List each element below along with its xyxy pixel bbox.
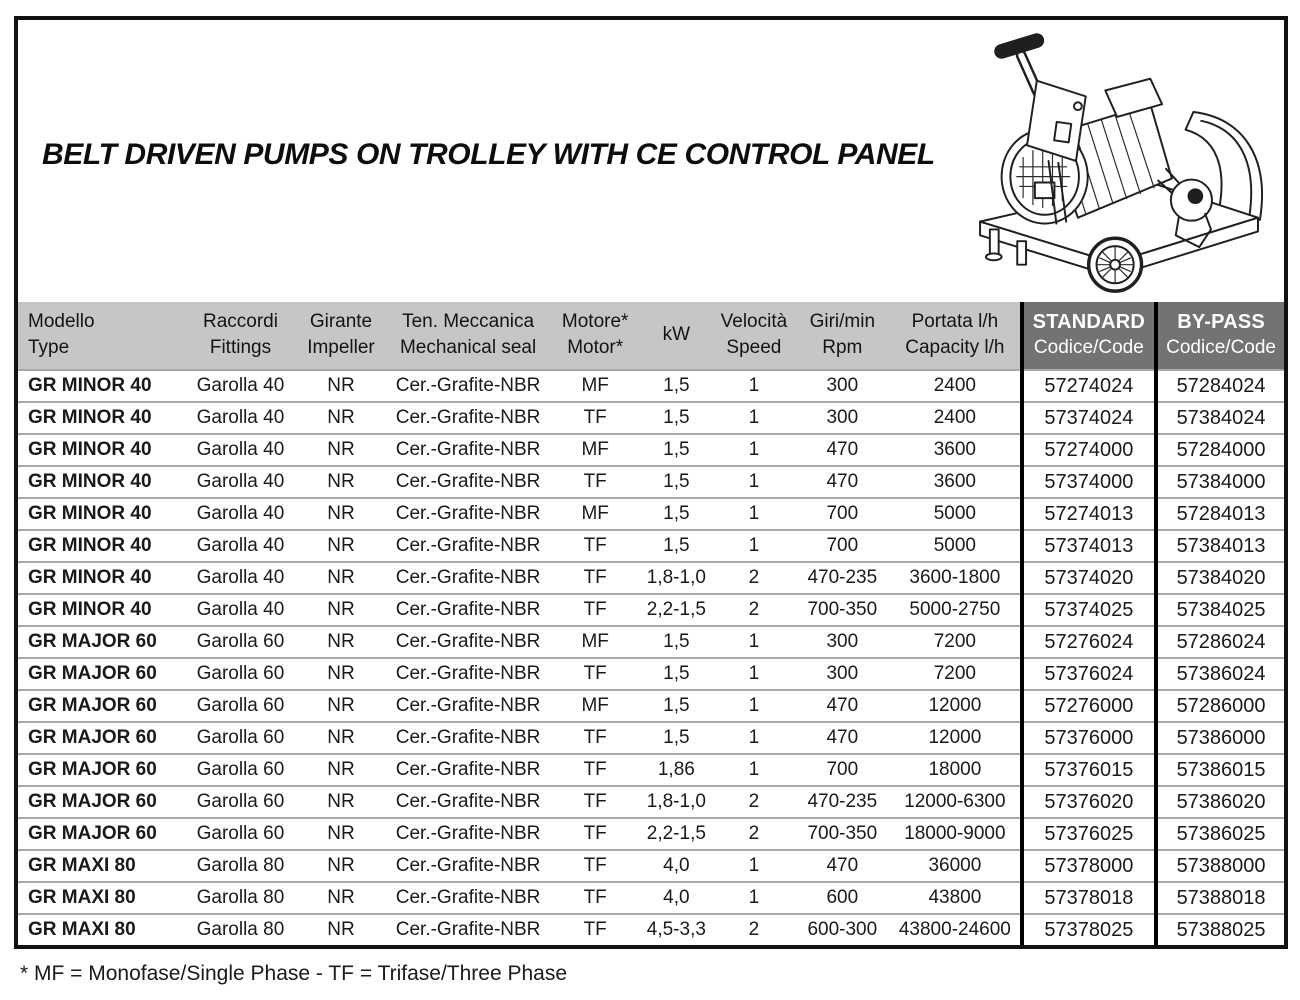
cell-speed: 1 — [713, 690, 794, 722]
cell-model: GR MAJOR 60 — [18, 722, 184, 754]
table-row — [18, 594, 1284, 626]
cell-bypass: 57388018 — [1156, 882, 1284, 914]
table-header — [18, 302, 1284, 370]
cell-impeller: NR — [297, 786, 385, 818]
cell-capacity: 43800-24600 — [890, 914, 1021, 945]
column-header-speed: Velocità Speed — [713, 302, 794, 370]
cell-fittings: Garolla 40 — [184, 466, 297, 498]
cell-standard: 57378025 — [1022, 914, 1157, 945]
cell-capacity: 3600 — [890, 466, 1021, 498]
cell-seal: Cer.-Grafite-NBR — [385, 594, 551, 626]
cell-standard: 57374013 — [1022, 530, 1157, 562]
cell-capacity: 5000-2750 — [890, 594, 1021, 626]
cell-rpm: 300 — [794, 402, 890, 434]
cell-rpm: 470 — [794, 434, 890, 466]
cell-speed: 2 — [713, 914, 794, 945]
cell-speed: 1 — [713, 882, 794, 914]
cell-impeller: NR — [297, 722, 385, 754]
cell-capacity: 18000 — [890, 754, 1021, 786]
table-row — [18, 786, 1284, 818]
cell-rpm: 470-235 — [794, 562, 890, 594]
cell-fittings: Garolla 40 — [184, 594, 297, 626]
table-row — [18, 690, 1284, 722]
cell-speed: 1 — [713, 402, 794, 434]
cell-speed: 2 — [713, 562, 794, 594]
cell-impeller: NR — [297, 690, 385, 722]
table-row — [18, 658, 1284, 690]
cell-model: GR MINOR 40 — [18, 466, 184, 498]
header-row — [18, 302, 1284, 370]
table-row — [18, 434, 1284, 466]
cell-capacity: 18000-9000 — [890, 818, 1021, 850]
cell-bypass: 57388000 — [1156, 850, 1284, 882]
cell-fittings: Garolla 40 — [184, 370, 297, 402]
cell-seal: Cer.-Grafite-NBR — [385, 882, 551, 914]
cell-kw: 1,5 — [639, 466, 713, 498]
cell-kw: 1,5 — [639, 722, 713, 754]
cell-standard: 57376015 — [1022, 754, 1157, 786]
cell-impeller: NR — [297, 562, 385, 594]
cell-standard: 57376024 — [1022, 658, 1157, 690]
cell-kw: 1,86 — [639, 754, 713, 786]
cell-motor: TF — [551, 850, 639, 882]
cell-bypass: 57384024 — [1156, 402, 1284, 434]
cell-bypass: 57286024 — [1156, 626, 1284, 658]
cell-rpm: 300 — [794, 658, 890, 690]
cell-fittings: Garolla 60 — [184, 626, 297, 658]
table-row — [18, 370, 1284, 402]
table-row — [18, 882, 1284, 914]
cell-standard: 57274013 — [1022, 498, 1157, 530]
column-header-capacity: Portata l/h Capacity l/h — [890, 302, 1021, 370]
cell-impeller: NR — [297, 818, 385, 850]
cell-fittings: Garolla 80 — [184, 882, 297, 914]
table-row — [18, 402, 1284, 434]
cell-rpm: 470 — [794, 850, 890, 882]
cell-capacity: 3600-1800 — [890, 562, 1021, 594]
cell-seal: Cer.-Grafite-NBR — [385, 754, 551, 786]
cell-motor: TF — [551, 402, 639, 434]
table-row — [18, 530, 1284, 562]
cell-rpm: 700-350 — [794, 818, 890, 850]
cell-kw: 1,5 — [639, 402, 713, 434]
cell-bypass: 57284013 — [1156, 498, 1284, 530]
cell-kw: 1,5 — [639, 626, 713, 658]
table-row — [18, 722, 1284, 754]
column-header-rpm: Giri/min Rpm — [794, 302, 890, 370]
cell-rpm: 600 — [794, 882, 890, 914]
cell-standard: 57374020 — [1022, 562, 1157, 594]
cell-kw: 4,0 — [639, 882, 713, 914]
cell-speed: 2 — [713, 786, 794, 818]
cell-model: GR MINOR 40 — [18, 370, 184, 402]
column-header-bypass: BY-PASS Codice/Code — [1156, 302, 1284, 370]
footnote: * MF = Monofase/Single Phase - TF = Trifase/Three Phase — [20, 962, 568, 985]
cell-fittings: Garolla 40 — [184, 402, 297, 434]
table-row — [18, 850, 1284, 882]
cell-speed: 1 — [713, 658, 794, 690]
column-header-model: Modello Type — [18, 302, 184, 370]
cell-rpm: 470 — [794, 722, 890, 754]
cell-fittings: Garolla 40 — [184, 434, 297, 466]
cell-kw: 1,5 — [639, 530, 713, 562]
cell-standard: 57374000 — [1022, 466, 1157, 498]
cell-model: GR MAJOR 60 — [18, 626, 184, 658]
sheet-header — [18, 20, 1284, 302]
cell-bypass: 57384025 — [1156, 594, 1284, 626]
cell-rpm: 470 — [794, 690, 890, 722]
cell-model: GR MAJOR 60 — [18, 754, 184, 786]
cell-impeller: NR — [297, 370, 385, 402]
cell-bypass: 57386000 — [1156, 722, 1284, 754]
cell-impeller: NR — [297, 850, 385, 882]
cell-rpm: 600-300 — [794, 914, 890, 945]
cell-impeller: NR — [297, 434, 385, 466]
cell-capacity: 43800 — [890, 882, 1021, 914]
cell-seal: Cer.-Grafite-NBR — [385, 658, 551, 690]
cell-seal: Cer.-Grafite-NBR — [385, 722, 551, 754]
cell-capacity: 36000 — [890, 850, 1021, 882]
cell-rpm: 300 — [794, 626, 890, 658]
cell-model: GR MAJOR 60 — [18, 658, 184, 690]
cell-motor: TF — [551, 754, 639, 786]
cell-bypass: 57384020 — [1156, 562, 1284, 594]
cell-capacity: 12000-6300 — [890, 786, 1021, 818]
cell-fittings: Garolla 60 — [184, 690, 297, 722]
cell-capacity: 7200 — [890, 626, 1021, 658]
cell-impeller: NR — [297, 914, 385, 945]
cell-model: GR MINOR 40 — [18, 594, 184, 626]
cell-impeller: NR — [297, 498, 385, 530]
cell-bypass: 57386015 — [1156, 754, 1284, 786]
cell-rpm: 300 — [794, 370, 890, 402]
cell-impeller: NR — [297, 466, 385, 498]
cell-capacity: 12000 — [890, 722, 1021, 754]
cell-kw: 1,5 — [639, 498, 713, 530]
cell-model: GR MAXI 80 — [18, 914, 184, 945]
cell-speed: 1 — [713, 754, 794, 786]
cell-capacity: 5000 — [890, 530, 1021, 562]
cell-fittings: Garolla 80 — [184, 850, 297, 882]
cell-motor: TF — [551, 818, 639, 850]
cell-speed: 2 — [713, 594, 794, 626]
column-header-fittings: Raccordi Fittings — [184, 302, 297, 370]
cell-model: GR MAJOR 60 — [18, 818, 184, 850]
pump-trolley-icon — [958, 22, 1282, 296]
cell-kw: 1,8-1,0 — [639, 562, 713, 594]
cell-bypass: 57384013 — [1156, 530, 1284, 562]
cell-seal: Cer.-Grafite-NBR — [385, 562, 551, 594]
cell-bypass: 57286000 — [1156, 690, 1284, 722]
pump-spec-table — [18, 302, 1284, 945]
cell-motor: TF — [551, 882, 639, 914]
cell-model: GR MAJOR 60 — [18, 786, 184, 818]
cell-motor: TF — [551, 722, 639, 754]
cell-rpm: 470-235 — [794, 786, 890, 818]
cell-impeller: NR — [297, 754, 385, 786]
cell-kw: 1,8-1,0 — [639, 786, 713, 818]
cell-motor: MF — [551, 434, 639, 466]
cell-bypass: 57284000 — [1156, 434, 1284, 466]
cell-capacity: 7200 — [890, 658, 1021, 690]
cell-bypass: 57388025 — [1156, 914, 1284, 945]
cell-motor: TF — [551, 914, 639, 945]
cell-capacity: 5000 — [890, 498, 1021, 530]
cell-bypass: 57386025 — [1156, 818, 1284, 850]
cell-seal: Cer.-Grafite-NBR — [385, 434, 551, 466]
column-header-impeller: Girante Impeller — [297, 302, 385, 370]
column-header-standard: STANDARD Codice/Code — [1022, 302, 1157, 370]
cell-seal: Cer.-Grafite-NBR — [385, 786, 551, 818]
cell-seal: Cer.-Grafite-NBR — [385, 914, 551, 945]
cell-motor: TF — [551, 658, 639, 690]
cell-speed: 1 — [713, 434, 794, 466]
cell-fittings: Garolla 40 — [184, 562, 297, 594]
page-title: BELT DRIVEN PUMPS ON TROLLEY WITH CE CONTROL PANEL — [42, 138, 935, 171]
cell-standard: 57276024 — [1022, 626, 1157, 658]
cell-speed: 1 — [713, 722, 794, 754]
cell-capacity: 2400 — [890, 402, 1021, 434]
cell-standard: 57274000 — [1022, 434, 1157, 466]
cell-impeller: NR — [297, 594, 385, 626]
table-row — [18, 626, 1284, 658]
cell-kw: 4,0 — [639, 850, 713, 882]
cell-kw: 1,5 — [639, 690, 713, 722]
cell-speed: 1 — [713, 530, 794, 562]
cell-motor: MF — [551, 370, 639, 402]
cell-motor: MF — [551, 498, 639, 530]
cell-impeller: NR — [297, 530, 385, 562]
cell-model: GR MAJOR 60 — [18, 690, 184, 722]
cell-kw: 1,5 — [639, 370, 713, 402]
cell-bypass: 57386020 — [1156, 786, 1284, 818]
cell-fittings: Garolla 60 — [184, 658, 297, 690]
cell-model: GR MINOR 40 — [18, 530, 184, 562]
cell-seal: Cer.-Grafite-NBR — [385, 402, 551, 434]
column-header-motor: Motore* Motor* — [551, 302, 639, 370]
cell-seal: Cer.-Grafite-NBR — [385, 818, 551, 850]
cell-rpm: 470 — [794, 466, 890, 498]
cell-seal: Cer.-Grafite-NBR — [385, 466, 551, 498]
cell-bypass: 57384000 — [1156, 466, 1284, 498]
cell-model: GR MINOR 40 — [18, 434, 184, 466]
cell-speed: 1 — [713, 626, 794, 658]
cell-motor: MF — [551, 690, 639, 722]
cell-seal: Cer.-Grafite-NBR — [385, 370, 551, 402]
cell-rpm: 700 — [794, 530, 890, 562]
table-row — [18, 754, 1284, 786]
cell-kw: 4,5-3,3 — [639, 914, 713, 945]
cell-standard: 57276000 — [1022, 690, 1157, 722]
cell-motor: TF — [551, 562, 639, 594]
cell-bypass: 57386024 — [1156, 658, 1284, 690]
table-row — [18, 818, 1284, 850]
cell-model: GR MAXI 80 — [18, 850, 184, 882]
column-header-seal: Ten. Meccanica Mechanical seal — [385, 302, 551, 370]
cell-speed: 1 — [713, 850, 794, 882]
table-row — [18, 914, 1284, 945]
cell-standard: 57378018 — [1022, 882, 1157, 914]
cell-model: GR MINOR 40 — [18, 498, 184, 530]
cell-motor: TF — [551, 466, 639, 498]
cell-motor: TF — [551, 530, 639, 562]
cell-rpm: 700-350 — [794, 594, 890, 626]
cell-speed: 2 — [713, 818, 794, 850]
cell-bypass: 57284024 — [1156, 370, 1284, 402]
cell-standard: 57376020 — [1022, 786, 1157, 818]
cell-seal: Cer.-Grafite-NBR — [385, 690, 551, 722]
cell-impeller: NR — [297, 402, 385, 434]
cell-speed: 1 — [713, 466, 794, 498]
cell-kw: 1,5 — [639, 434, 713, 466]
cell-seal: Cer.-Grafite-NBR — [385, 626, 551, 658]
cell-fittings: Garolla 60 — [184, 722, 297, 754]
cell-capacity: 3600 — [890, 434, 1021, 466]
cell-kw: 2,2-1,5 — [639, 818, 713, 850]
cell-capacity: 12000 — [890, 690, 1021, 722]
spec-sheet — [14, 16, 1288, 949]
cell-speed: 1 — [713, 498, 794, 530]
cell-motor: TF — [551, 786, 639, 818]
table-body — [18, 370, 1284, 945]
cell-capacity: 2400 — [890, 370, 1021, 402]
table-row — [18, 466, 1284, 498]
cell-model: GR MINOR 40 — [18, 562, 184, 594]
cell-speed: 1 — [713, 370, 794, 402]
cell-fittings: Garolla 60 — [184, 754, 297, 786]
cell-standard: 57376000 — [1022, 722, 1157, 754]
cell-motor: TF — [551, 594, 639, 626]
cell-standard: 57374025 — [1022, 594, 1157, 626]
cell-fittings: Garolla 40 — [184, 530, 297, 562]
cell-seal: Cer.-Grafite-NBR — [385, 498, 551, 530]
cell-rpm: 700 — [794, 498, 890, 530]
cell-standard: 57378000 — [1022, 850, 1157, 882]
cell-kw: 2,2-1,5 — [639, 594, 713, 626]
cell-seal: Cer.-Grafite-NBR — [385, 850, 551, 882]
cell-kw: 1,5 — [639, 658, 713, 690]
cell-rpm: 700 — [794, 754, 890, 786]
cell-fittings: Garolla 80 — [184, 914, 297, 945]
cell-seal: Cer.-Grafite-NBR — [385, 530, 551, 562]
cell-fittings: Garolla 60 — [184, 786, 297, 818]
cell-model: GR MINOR 40 — [18, 402, 184, 434]
cell-impeller: NR — [297, 658, 385, 690]
cell-standard: 57274024 — [1022, 370, 1157, 402]
cell-motor: MF — [551, 626, 639, 658]
cell-standard: 57376025 — [1022, 818, 1157, 850]
cell-standard: 57374024 — [1022, 402, 1157, 434]
cell-impeller: NR — [297, 882, 385, 914]
cell-model: GR MAXI 80 — [18, 882, 184, 914]
cell-fittings: Garolla 60 — [184, 818, 297, 850]
cell-fittings: Garolla 40 — [184, 498, 297, 530]
cell-impeller: NR — [297, 626, 385, 658]
table-row — [18, 498, 1284, 530]
column-header-kw: kW — [639, 302, 713, 370]
table-row — [18, 562, 1284, 594]
